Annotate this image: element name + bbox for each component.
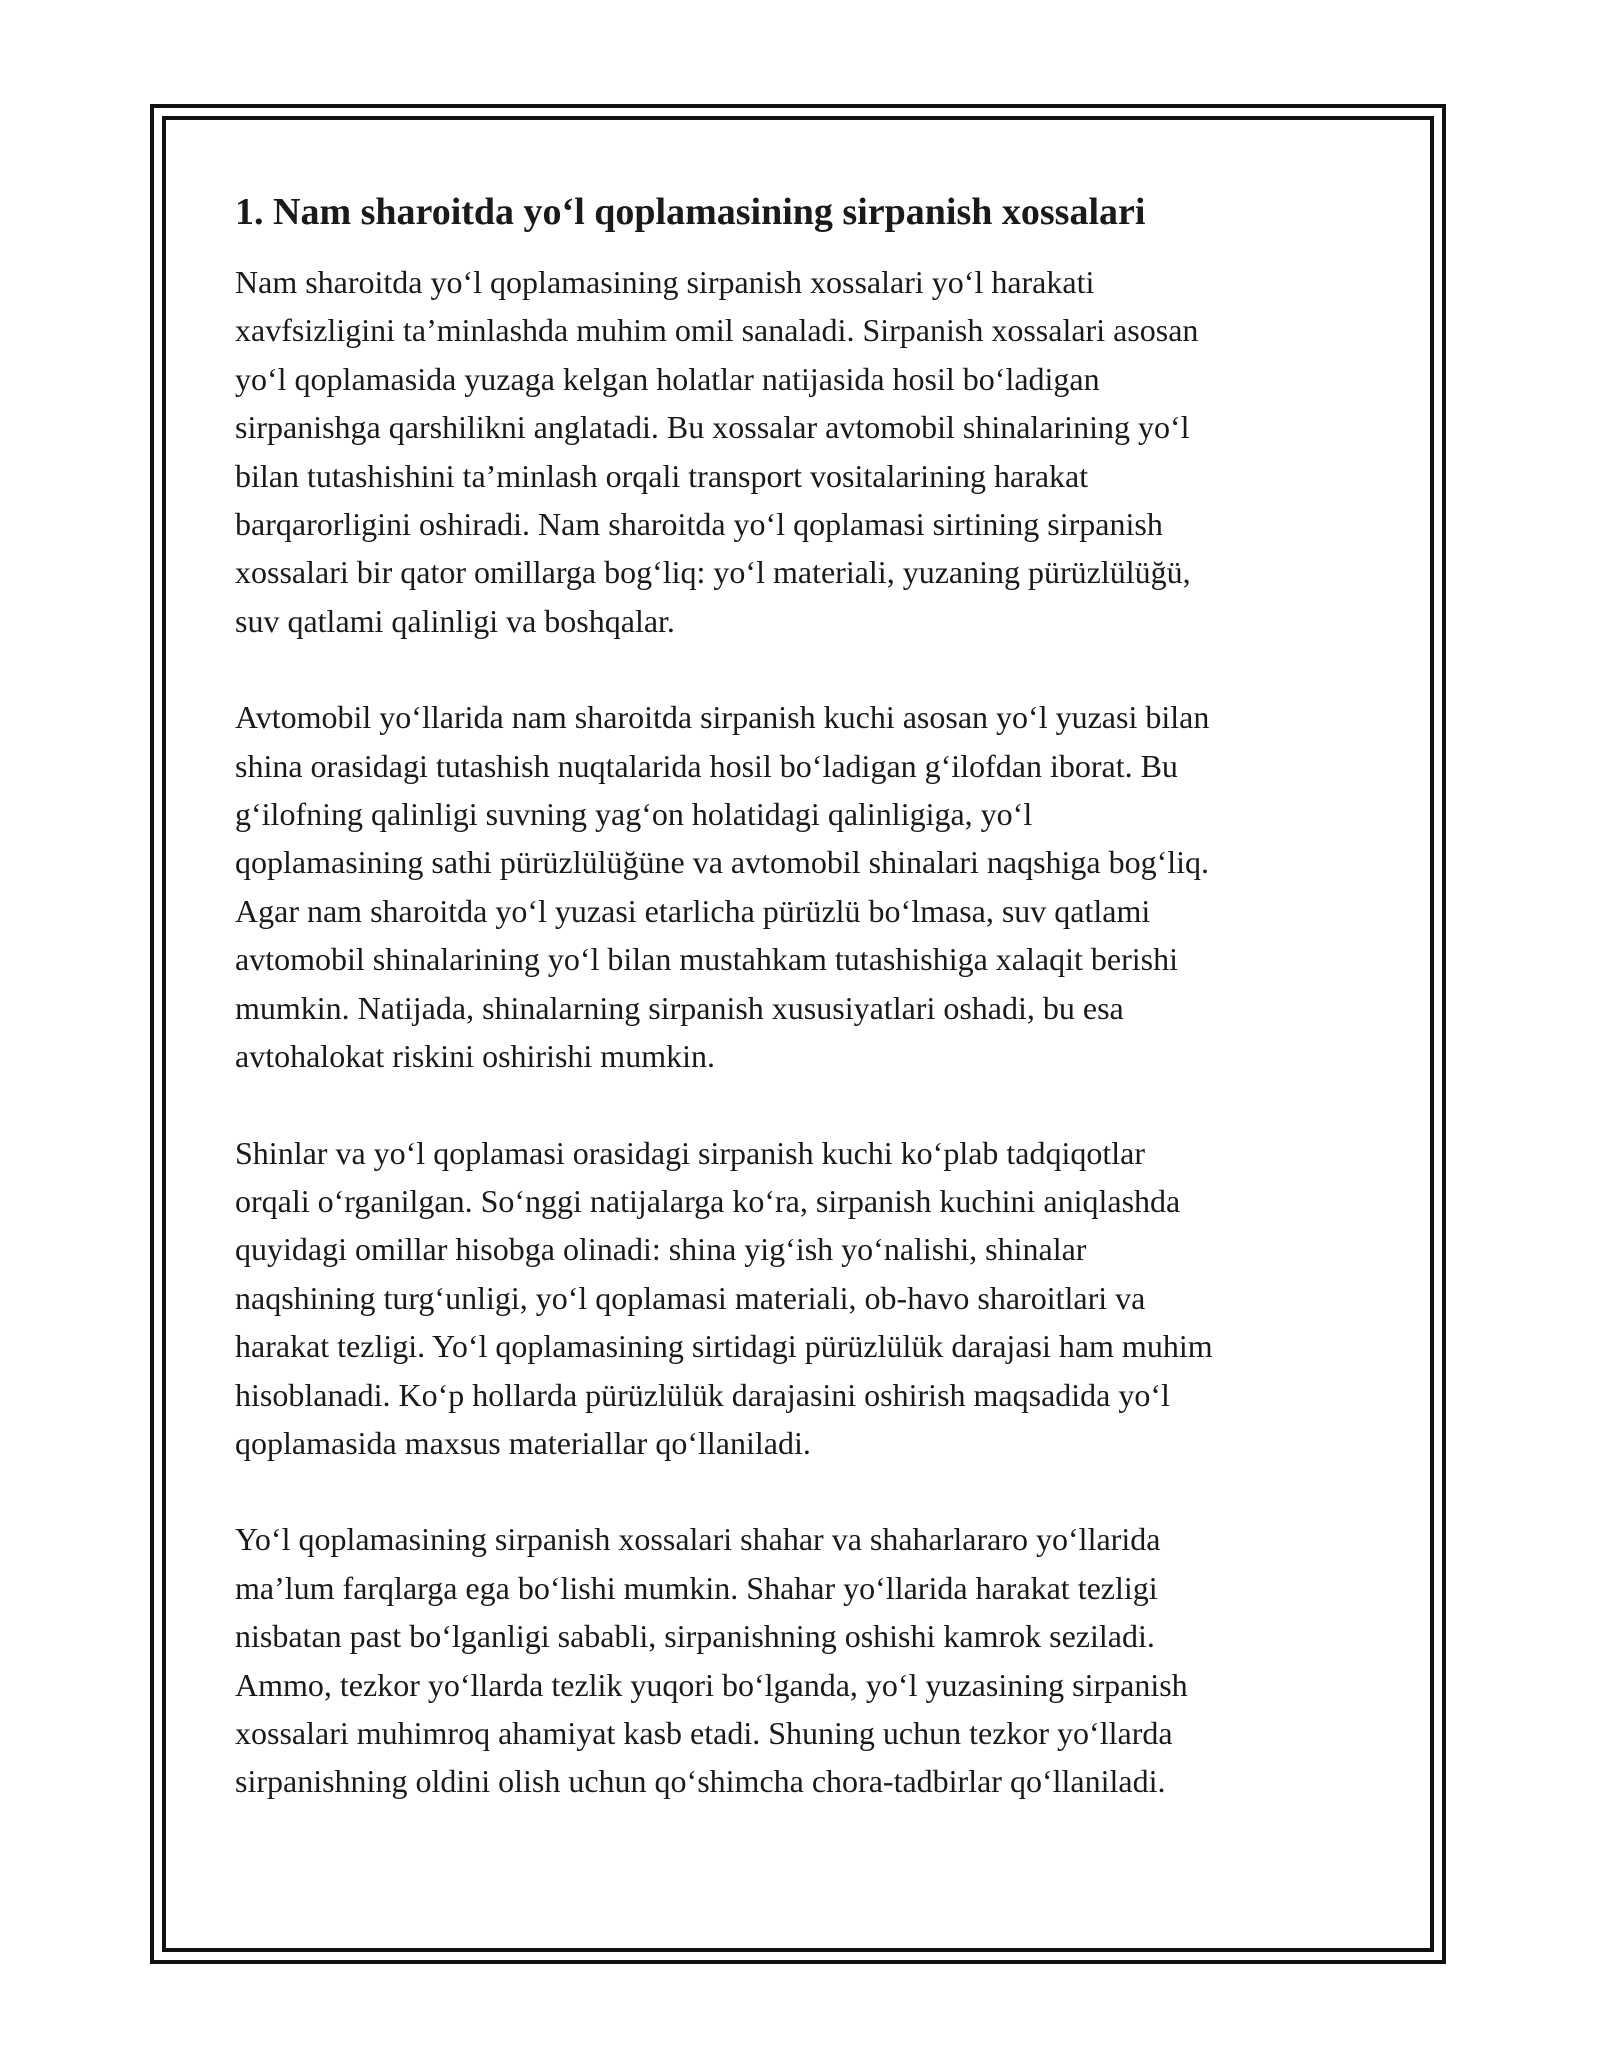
text-line: yo‘l qoplamasida yuzaga kelgan holatlar natijasida hosil bo‘ladigan	[235, 360, 1100, 397]
paragraph-2	[235, 693, 1370, 1080]
text-line: Nam sharoitda yo‘l qoplamasining sirpanish xossalari yo‘l harakati	[235, 264, 1095, 300]
text-line: mumkin. Natijada, shinalarning sirpanish xususiyatlari oshadi, bu esa	[235, 989, 1124, 1026]
text-line: avtomobil shinalarining yo‘l bilan mustahkam tutashishiga xalaqit berishi	[235, 941, 1178, 978]
text-line: Yo‘l qoplamasining sirpanish xossalari shahar va shaharlararo yo‘llarida	[235, 1521, 1161, 1558]
section-heading: 1. Nam sharoitda yo‘l qoplamasining sirpanish xossalari	[235, 191, 1146, 233]
text-line: ma’lum farqlarga ega bo‘lishi mumkin. Shahar yo‘llarida harakat tezligi	[235, 1569, 1158, 1606]
text-line: nisbatan past bo‘lganligi sababli, sirpanishning oshishi kamrok seziladi.	[235, 1618, 1155, 1655]
text-line: orqali o‘rganilgan. So‘nggi natijalarga ko‘ra, sirpanish kuchini aniqlashda	[235, 1182, 1181, 1219]
text-line: Shinlar va yo‘l qoplamasi orasidagi sirpanish kuchi ko‘plab tadqiqotlar	[235, 1134, 1146, 1171]
text-line: Agar nam sharoitda yo‘l yuzasi etarlicha pürüzlü bo‘lmasa, suv qatlami	[235, 892, 1151, 929]
text-line: shina orasidagi tutashish nuqtalarida hosil bo‘ladigan g‘ilofdan iborat. Bu	[235, 747, 1178, 784]
text-line: xossalari muhimroq ahamiyat kasb etadi. Shuning uchun tezkor yo‘llarda	[235, 1714, 1173, 1751]
text-line: bilan tutashishini ta’minlash orqali transport vositalarining harakat	[235, 457, 1089, 494]
text-line: suv qatlami qalinligi va boshqalar.	[235, 602, 675, 639]
text-line: avtohalokat riskini oshirishi mumkin.	[235, 1038, 715, 1075]
text-line: Avtomobil yo‘llarida nam sharoitda sirpanish kuchi asosan yo‘l yuzasi bilan	[235, 699, 1210, 736]
paragraph-4	[235, 1515, 1370, 1805]
text-line: hisoblanadi. Ko‘p hollarda pürüzlülük darajasini oshirish maqsadida yo‘l	[235, 1376, 1170, 1413]
document-body	[235, 186, 1370, 1854]
text-line: xavfsizligini ta’minlashda muhim omil sanaladi. Sirpanish xossalari asosan	[235, 312, 1199, 349]
text-line: sirpanishning oldini olish uchun qo‘shimcha chora-tadbirlar qo‘llaniladi.	[235, 1763, 1166, 1800]
text-line: harakat tezligi. Yo‘l qoplamasining sirtidagi pürüzlülük darajasi ham muhim	[235, 1328, 1213, 1365]
text-line: sirpanishga qarshilikni anglatadi. Bu xossalar avtomobil shinalarining yo‘l	[235, 409, 1190, 446]
paragraph-3	[235, 1129, 1370, 1468]
text-line: barqarorligini oshiradi. Nam sharoitda yo‘l qoplamasi sirtining sirpanish	[235, 506, 1163, 543]
text-line: Ammo, tezkor yo‘llarda tezlik yuqori bo‘lganda, yo‘l yuzasining sirpanish	[235, 1666, 1188, 1703]
text-line: naqshining turg‘unligi, yo‘l qoplamasi materiali, ob-havo sharoitlari va	[235, 1279, 1146, 1316]
text-line: qoplamasining sathi pürüzlülüğüne va avtomobil shinalari naqshiga bog‘liq.	[235, 844, 1210, 881]
text-line: xossalari bir qator omillarga bog‘liq: yo‘l materiali, yuzaning pürüzlülüğü,	[235, 554, 1191, 591]
paragraph-1	[235, 258, 1370, 645]
text-line: qoplamasida maxsus materiallar qo‘llaniladi.	[235, 1424, 811, 1461]
text-line: g‘ilofning qalinligi suvning yag‘on holatidagi qalinligiga, yo‘l	[235, 796, 1033, 833]
text-line: quyidagi omillar hisobga olinadi: shina yig‘ish yo‘nalishi, shinalar	[235, 1231, 1087, 1268]
